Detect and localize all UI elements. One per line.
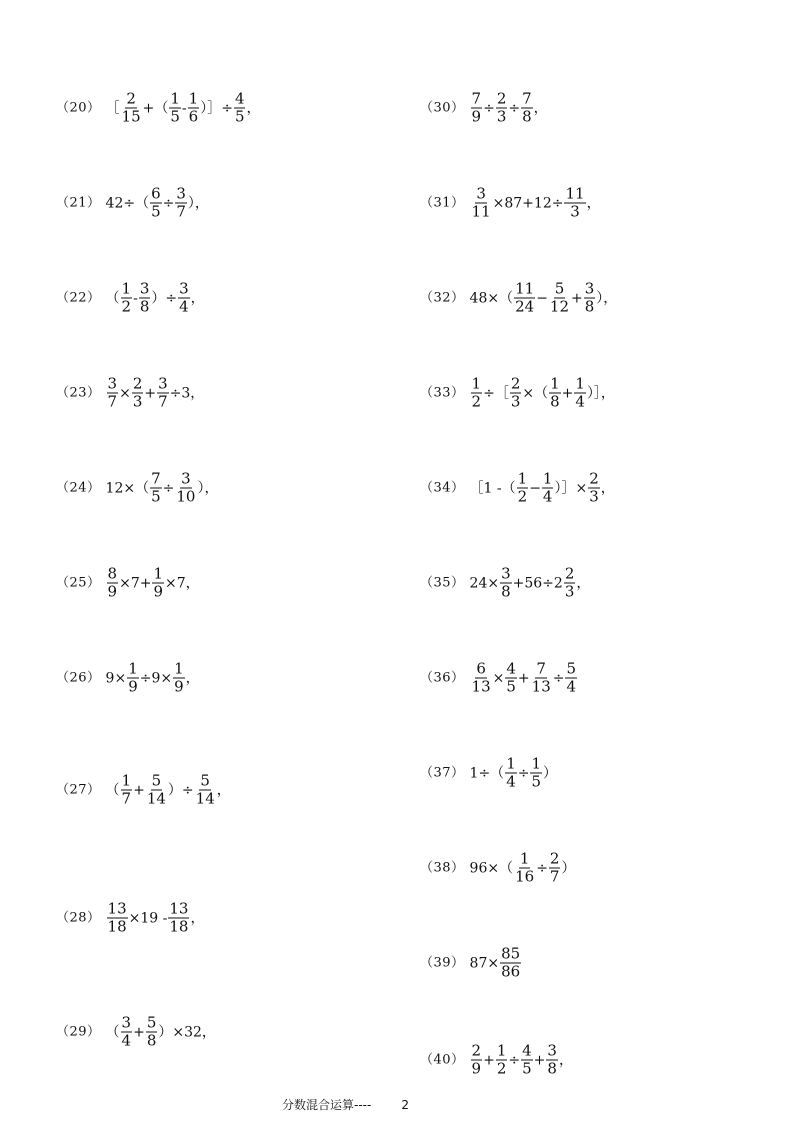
operator-text: ÷	[162, 480, 175, 496]
problem-32	[420, 281, 617, 316]
denominator: 13	[471, 677, 491, 696]
denominator: 3	[132, 392, 143, 411]
denominator: 9	[471, 107, 482, 126]
fraction	[530, 756, 542, 791]
fraction	[150, 186, 162, 221]
problem-number: （27）	[56, 782, 101, 798]
operator-text: ）×32，	[158, 1024, 216, 1040]
fraction	[121, 281, 133, 316]
denominator: 8	[547, 1059, 557, 1078]
operator-text: 9×	[105, 670, 127, 686]
denominator: 9	[471, 1059, 482, 1078]
denominator: 16	[515, 867, 535, 886]
numerator: 6	[476, 659, 486, 678]
operator-text: ，	[190, 290, 205, 306]
numerator: 7	[471, 89, 482, 108]
operator-text: ÷9×	[139, 670, 173, 686]
fraction	[521, 91, 533, 126]
problem-28	[56, 901, 204, 936]
numerator: 5	[566, 659, 577, 678]
denominator: 7	[549, 867, 560, 886]
fraction	[471, 661, 492, 696]
operator-text: ）］×	[554, 480, 588, 496]
operator-text: ，	[246, 100, 261, 116]
numerator: 6	[151, 184, 161, 203]
numerator: 1	[153, 564, 164, 583]
operator-text: ，	[190, 910, 205, 926]
problem-number: （34）	[420, 480, 465, 496]
operator-text: ÷3，	[169, 385, 205, 401]
numerator: 2	[549, 849, 560, 868]
fraction	[175, 186, 187, 221]
problem-number: （39）	[420, 955, 465, 971]
problem-26	[56, 661, 200, 696]
problem-number: （40）	[420, 1052, 465, 1068]
operator-text: ）	[543, 765, 558, 781]
denominator: 8	[139, 297, 150, 316]
operator-text: ），	[197, 480, 219, 496]
denominator: 7	[176, 202, 186, 221]
problem-number: （31）	[420, 195, 465, 211]
numerator: 11	[565, 184, 585, 203]
fraction	[121, 1015, 133, 1050]
fraction	[564, 566, 576, 601]
fraction	[146, 1015, 158, 1050]
denominator: 3	[510, 392, 521, 411]
problem-number: （36）	[420, 670, 465, 686]
problem-number: （26）	[56, 670, 101, 686]
operator-text: ）÷	[151, 290, 178, 306]
denominator: 24	[515, 297, 535, 316]
operator-text: ），	[187, 195, 209, 211]
numerator: 3	[139, 279, 150, 298]
operator-text: ÷［	[483, 385, 509, 401]
numerator: 5	[151, 771, 162, 790]
fraction	[549, 851, 561, 886]
numerator: 1	[174, 659, 184, 678]
operator-text: 48×（	[469, 290, 514, 306]
denominator: 8	[584, 297, 595, 316]
operator-text: 42÷（	[105, 195, 150, 211]
operator-text: ）	[561, 860, 576, 876]
operator-text: ［1 -（	[469, 480, 516, 496]
operator-text: （	[105, 782, 120, 798]
page-number: 2	[401, 1098, 409, 1112]
problem-number: （24）	[56, 480, 101, 496]
operator-text: 12×（	[105, 480, 150, 496]
numerator: 1	[188, 89, 199, 108]
fraction	[107, 901, 128, 936]
problem-number: （29）	[56, 1024, 101, 1040]
numerator: 1	[121, 771, 132, 790]
problem-34	[420, 471, 615, 506]
numerator: 1	[517, 469, 528, 488]
operator-text: ÷	[536, 860, 548, 876]
operator-text: ［	[105, 100, 120, 116]
operator-text: ×19 -	[128, 910, 168, 926]
numerator: 1	[121, 279, 132, 298]
operator-text: ）÷	[167, 782, 194, 798]
fraction	[132, 376, 144, 411]
denominator: 12	[549, 297, 570, 316]
fraction	[514, 851, 535, 886]
fraction	[127, 661, 139, 696]
denominator: 4	[506, 772, 516, 791]
denominator: 14	[146, 789, 166, 808]
fraction	[505, 756, 517, 791]
fraction	[178, 281, 190, 316]
numerator: 3	[176, 184, 186, 203]
numerator: 2	[132, 374, 143, 393]
numerator: 13	[107, 899, 127, 918]
problem-36	[420, 661, 578, 696]
fraction	[510, 376, 522, 411]
operator-text: ÷	[508, 1052, 521, 1068]
problem-number: （21）	[56, 195, 101, 211]
denominator: 9	[128, 677, 138, 696]
numerator: 5	[554, 279, 565, 298]
fraction	[121, 91, 142, 126]
operator-text: ）］÷	[200, 100, 233, 116]
fraction	[139, 281, 151, 316]
operator-text: +（	[142, 100, 169, 116]
problem-39	[420, 946, 522, 981]
footer-title: 分数混合运算----	[282, 1098, 372, 1112]
operator-text: ×	[119, 385, 131, 401]
operator-text: ，	[533, 100, 548, 116]
denominator: 86	[501, 962, 521, 981]
fraction	[175, 471, 196, 506]
denominator: 5	[151, 202, 161, 221]
fraction	[500, 946, 521, 981]
numerator: 1	[550, 374, 560, 393]
denominator: 8	[501, 582, 511, 601]
denominator: 3	[496, 107, 507, 126]
problem-number: （30）	[420, 100, 465, 116]
denominator: 2	[121, 297, 132, 316]
numerator: 1	[496, 1041, 507, 1060]
denominator: 3	[564, 582, 575, 601]
denominator: 3	[570, 202, 580, 221]
fraction	[150, 471, 162, 506]
denominator: 8	[522, 107, 532, 126]
numerator: 1	[471, 374, 482, 393]
operator-text: ）］，	[586, 385, 615, 401]
denominator: 7	[158, 392, 168, 411]
numerator: 4	[522, 1041, 532, 1060]
denominator: 4	[575, 392, 585, 411]
operator-text: +	[571, 290, 583, 306]
operator-text: ，	[600, 480, 615, 496]
numerator: 2	[496, 89, 507, 108]
operator-text: +	[517, 670, 530, 686]
denominator: 7	[107, 392, 118, 411]
fraction	[471, 376, 483, 411]
operator-text: ×（	[522, 385, 549, 401]
operator-text: +56÷2	[512, 575, 563, 591]
operator-text: ，	[185, 670, 200, 686]
fraction	[517, 471, 529, 506]
fraction	[234, 91, 246, 126]
fraction	[584, 281, 596, 316]
fraction	[195, 773, 216, 808]
operator-text: ÷	[162, 195, 175, 211]
problem-number: （25）	[56, 575, 101, 591]
operator-text: +	[483, 1052, 495, 1068]
problem-21	[56, 186, 209, 221]
denominator: 2	[471, 392, 482, 411]
problem-33	[420, 376, 615, 411]
fraction	[107, 376, 119, 411]
problem-31	[420, 186, 601, 221]
denominator: 9	[107, 582, 118, 601]
fraction	[121, 773, 133, 808]
numerator: 7	[536, 659, 546, 678]
denominator: 4	[121, 1031, 132, 1050]
fraction	[549, 376, 561, 411]
operator-text: -	[181, 100, 187, 116]
fraction	[514, 281, 535, 316]
denominator: 7	[121, 789, 132, 808]
numerator: 2	[471, 1041, 482, 1060]
denominator: 4	[566, 677, 577, 696]
problem-24	[56, 471, 218, 506]
numerator: 1	[542, 469, 553, 488]
problem-number: （35）	[420, 575, 465, 591]
numerator: 7	[151, 469, 161, 488]
problem-29	[56, 1015, 216, 1050]
operator-text: ÷	[552, 670, 565, 686]
problem-number: （28）	[56, 910, 101, 926]
denominator: 5	[151, 487, 161, 506]
operator-text: −	[536, 290, 548, 306]
fraction	[173, 661, 185, 696]
fraction	[146, 773, 167, 808]
problem-number: （22）	[56, 290, 101, 306]
numerator: 7	[522, 89, 532, 108]
fraction	[588, 471, 600, 506]
denominator: 4	[179, 297, 189, 316]
problem-30	[420, 91, 548, 126]
problem-22	[56, 281, 205, 316]
operator-text: ×	[492, 670, 505, 686]
operator-text: -	[133, 290, 138, 306]
fraction	[471, 91, 483, 126]
numerator: 4	[506, 659, 516, 678]
denominator: 15	[121, 107, 141, 126]
denominator: 13	[531, 677, 551, 696]
problem-25	[56, 566, 200, 601]
problem-37	[420, 756, 557, 791]
fraction	[169, 91, 181, 126]
problem-23	[56, 376, 204, 411]
fraction	[157, 376, 169, 411]
denominator: 5	[531, 772, 542, 791]
numerator: 5	[200, 771, 210, 790]
problem-number: （37）	[420, 765, 465, 781]
numerator: 1	[170, 89, 180, 108]
denominator: 11	[471, 202, 491, 221]
denominator: 5	[506, 677, 516, 696]
operator-text: ，	[586, 195, 601, 211]
fraction	[542, 471, 554, 506]
problem-number: （23）	[56, 385, 101, 401]
fraction	[152, 566, 164, 601]
fraction	[496, 1043, 508, 1078]
numerator: 3	[476, 184, 486, 203]
fraction	[531, 661, 552, 696]
operator-text: +	[144, 385, 157, 401]
fraction	[168, 901, 189, 936]
numerator: 2	[510, 374, 521, 393]
numerator: 3	[121, 1013, 132, 1032]
operator-text: ，	[576, 575, 591, 591]
numerator: 2	[589, 469, 599, 488]
numerator: 3	[584, 279, 595, 298]
denominator: 9	[174, 677, 184, 696]
denominator: 18	[107, 917, 127, 936]
denominator: 4	[542, 487, 553, 506]
numerator: 2	[126, 89, 136, 108]
operator-text: +	[561, 385, 574, 401]
operator-text: +	[133, 1024, 145, 1040]
operator-text: +	[133, 782, 145, 798]
denominator: 5	[522, 1059, 532, 1078]
page-footer	[282, 1096, 409, 1113]
denominator: 8	[550, 392, 560, 411]
operator-text: −	[529, 480, 541, 496]
fraction	[564, 186, 585, 221]
numerator: 3	[501, 564, 511, 583]
problem-number: （33）	[420, 385, 465, 401]
fraction	[549, 281, 570, 316]
numerator: 3	[107, 374, 118, 393]
operator-text: 24×	[469, 575, 500, 591]
operator-text: ÷	[517, 765, 530, 781]
denominator: 2	[496, 1059, 507, 1078]
fraction	[496, 91, 508, 126]
problem-38	[420, 851, 575, 886]
fraction	[505, 661, 517, 696]
operator-text: ×87+12÷	[492, 195, 564, 211]
fraction	[471, 1043, 483, 1078]
numerator: 3	[181, 469, 191, 488]
operator-text: ），	[596, 290, 618, 306]
numerator: 1	[519, 849, 530, 868]
problem-20	[56, 91, 260, 126]
problem-number: （38）	[420, 860, 465, 876]
operator-text: （	[105, 1024, 120, 1040]
numerator: 85	[501, 944, 521, 963]
numerator: 1	[575, 374, 585, 393]
fraction	[574, 376, 586, 411]
operator-text: ÷	[508, 100, 521, 116]
numerator: 13	[169, 899, 189, 918]
numerator: 2	[564, 564, 575, 583]
denominator: 5	[234, 107, 245, 126]
denominator: 6	[188, 107, 199, 126]
problem-35	[420, 566, 590, 601]
numerator: 1	[531, 754, 542, 773]
operator-text: ，	[558, 1052, 573, 1068]
denominator: 8	[146, 1031, 157, 1050]
numerator: 1	[506, 754, 516, 773]
operator-text: ÷	[483, 100, 495, 116]
problem-27	[56, 773, 231, 808]
denominator: 14	[195, 789, 215, 808]
fraction	[500, 566, 512, 601]
numerator: 5	[146, 1013, 157, 1032]
operator-text: 87×	[469, 955, 500, 971]
numerator: 11	[515, 279, 535, 298]
operator-text: ×7+	[119, 575, 152, 591]
numerator: 3	[179, 279, 189, 298]
denominator: 9	[153, 582, 164, 601]
fraction	[471, 186, 492, 221]
fraction	[546, 1043, 558, 1078]
numerator: 4	[234, 89, 245, 108]
fraction	[188, 91, 200, 126]
operator-text: ×7，	[165, 575, 200, 591]
numerator: 8	[107, 564, 118, 583]
problem-number: （20）	[56, 100, 101, 116]
numerator: 3	[158, 374, 168, 393]
denominator: 2	[517, 487, 528, 506]
problem-number: （32）	[420, 290, 465, 306]
operator-text: （	[105, 290, 120, 306]
denominator: 18	[169, 917, 189, 936]
denominator: 3	[589, 487, 599, 506]
operator-text: +	[533, 1052, 546, 1068]
fraction	[565, 661, 577, 696]
numerator: 3	[547, 1041, 557, 1060]
problem-40	[420, 1043, 573, 1078]
numerator: 1	[128, 659, 138, 678]
fraction	[521, 1043, 533, 1078]
denominator: 5	[170, 107, 180, 126]
operator-text: 96×（	[469, 860, 514, 876]
fraction	[107, 566, 119, 601]
operator-text: ，	[216, 782, 231, 798]
operator-text: 1÷（	[469, 765, 505, 781]
denominator: 10	[176, 487, 196, 506]
